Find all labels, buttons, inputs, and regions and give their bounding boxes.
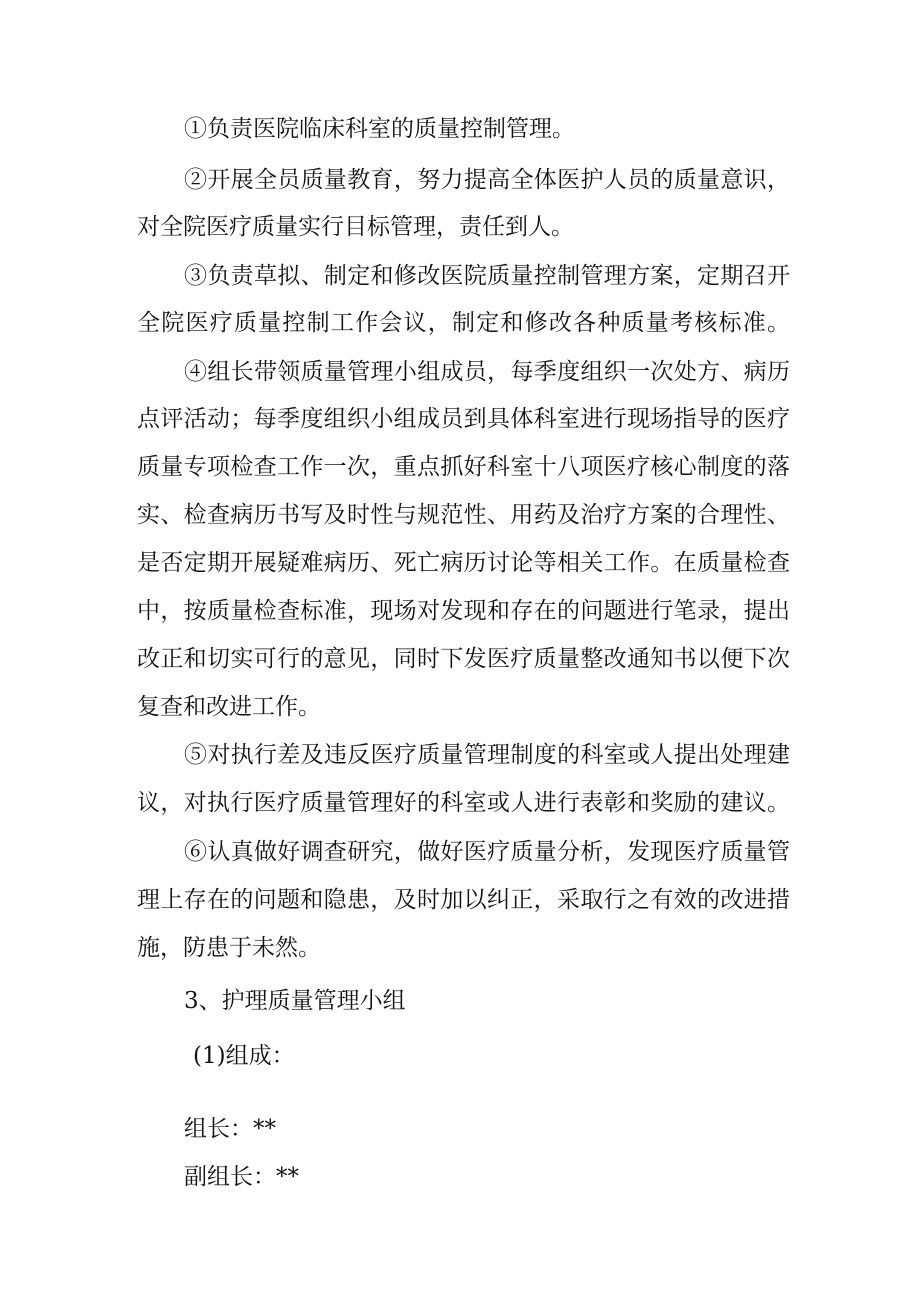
duty-item-4-continued (0, 444, 920, 490)
duty-item-1 (0, 106, 920, 152)
duty-3-line-1: ③负责草拟、制定和修改医院质量控制管理方案，定期召开 (184, 263, 790, 289)
subsection-heading-text: (1)组成： (193, 1043, 295, 1069)
duty-4-line-1: ④组长带领质量管理小组成员，每季度组织一次处方、病历 (184, 359, 790, 385)
duty-6-line-3: 施，防患于未然。 (137, 935, 321, 961)
deputy-group-leader-line (0, 1154, 920, 1200)
duty-item-3-continued (0, 300, 920, 346)
duty-item-6-continued (0, 877, 920, 923)
duty-item-3 (0, 253, 920, 299)
duty-5-line-2: 议，对执行医疗质量管理好的科室或人进行表彰和奖励的建议。 (137, 790, 790, 816)
duty-item-4-continued (0, 492, 920, 538)
section-heading-text: 3、护理质量管理小组 (184, 988, 406, 1014)
duty-item-6 (0, 829, 920, 875)
duty-item-6-continued (0, 925, 920, 971)
duty-item-4-continued (0, 684, 920, 730)
duty-1-line-1: ①负责医院临床科室的质量控制管理。 (184, 116, 575, 142)
duty-2-line-2: 对全院医疗质量实行目标管理，责任到人。 (137, 214, 574, 240)
group-leader-line (0, 1106, 920, 1152)
group-leader-text: 组长：** (184, 1116, 276, 1142)
duty-item-2 (0, 157, 920, 203)
duty-5-line-1: ⑤对执行差及违反医疗质量管理制度的科室或人提出处理建 (184, 742, 790, 768)
section-heading (0, 978, 920, 1024)
duty-4-line-2: 点评活动；每季度组织小组成员到具体科室进行现场指导的医疗 (137, 406, 790, 432)
duty-4-line-5: 是否定期开展疑难病历、死亡病历讨论等相关工作。在质量检查 (137, 550, 790, 576)
duty-2-line-1: ②开展全员质量教育，努力提高全体医护人员的质量意识， (184, 167, 790, 193)
duty-item-4-continued (0, 588, 920, 634)
deputy-group-leader-text: 副组长：** (184, 1164, 299, 1190)
duty-item-4 (0, 349, 920, 395)
duty-item-5-continued (0, 780, 920, 826)
duty-4-line-7: 改正和切实可行的意见，同时下发医疗质量整改通知书以便下次 (137, 646, 790, 672)
duty-6-line-2: 理上存在的问题和隐患，及时加以纠正，采取行之有效的改进措 (137, 887, 790, 913)
duty-6-line-1: ⑥认真做好调查研究，做好医疗质量分析，发现医疗质量管 (184, 839, 790, 865)
duty-4-line-8: 复查和改进工作。 (137, 694, 321, 720)
duty-item-2-continued (0, 204, 920, 250)
duty-3-line-2: 全院医疗质量控制工作会议，制定和修改各种质量考核标准。 (137, 310, 790, 336)
subsection-heading (0, 1033, 920, 1079)
duty-4-line-3: 质量专项检查工作一次，重点抓好科室十八项医疗核心制度的落 (137, 454, 790, 480)
duty-4-line-6: 中，按质量检查标准，现场对发现和存在的问题进行笔录，提出 (137, 598, 790, 624)
duty-item-4-continued (0, 636, 920, 682)
duty-item-4-continued (0, 540, 920, 586)
duty-item-4-continued (0, 396, 920, 442)
duty-4-line-4: 实、检查病历书写及时性与规范性、用药及治疗方案的合理性、 (137, 502, 790, 528)
duty-item-5 (0, 732, 920, 778)
